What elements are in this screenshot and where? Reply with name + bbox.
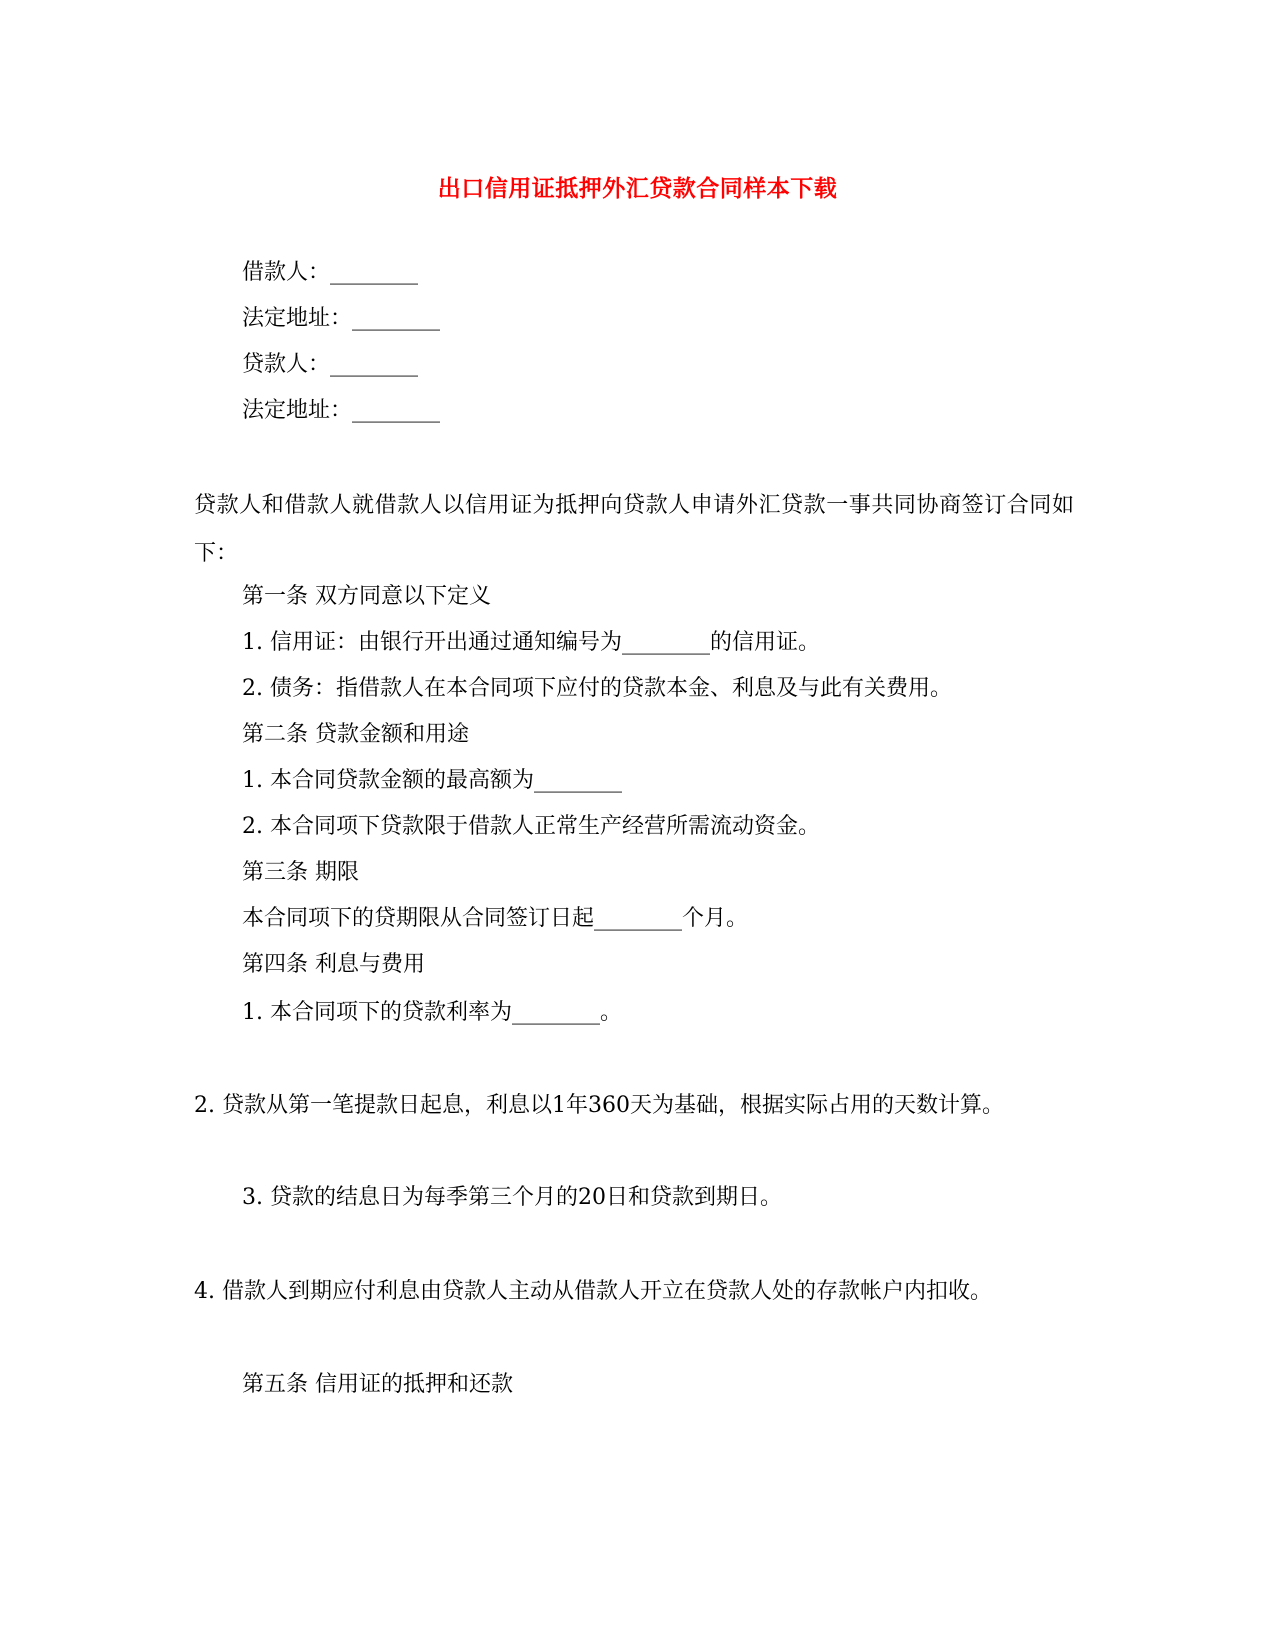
- party-borrower-address: 法定地址：________: [242, 306, 441, 331]
- party-lender-address: 法定地址：________: [242, 398, 441, 423]
- article-3-heading: 第三条 期限: [242, 860, 359, 885]
- article-1-item-1: 1. 信用证：由银行开出通过通知编号为________的信用证。: [242, 630, 820, 655]
- article-5-heading: 第五条 信用证的抵押和还款: [242, 1372, 513, 1397]
- document-title: 出口信用证抵押外汇贷款合同样本下载: [437, 175, 838, 202]
- article-2-item-2: 2. 本合同项下贷款限于借款人正常生产经营所需流动资金。: [242, 814, 820, 839]
- article-1-heading: 第一条 双方同意以下定义: [242, 584, 491, 609]
- article-4-heading: 第四条 利息与费用: [242, 952, 425, 977]
- article-3-text: 本合同项下的贷期限从合同签订日起________个月。: [242, 906, 749, 931]
- article-1-item-2: 2. 债务：指借款人在本合同项下应付的贷款本金、利息及与此有关费用。: [242, 676, 952, 701]
- article-2-heading: 第二条 贷款金额和用途: [242, 722, 469, 747]
- article-4-item-1: 1. 本合同项下的贷款利率为________。: [242, 1000, 622, 1025]
- preamble-paragraph: 贷款人和借款人就借款人以信用证为抵押向贷款人申请外汇贷款一事共同协商签订合同如下：: [194, 493, 1074, 566]
- article-4-item-2: 2. 贷款从第一笔提款日起息，利息以1年360天为基础，根据实际占用的天数计算。: [194, 1093, 1004, 1118]
- article-4-item-3: 3. 贷款的结息日为每季第三个月的20日和贷款到期日。: [242, 1185, 782, 1210]
- article-2-item-1: 1. 本合同贷款金额的最高额为________: [242, 768, 622, 793]
- party-lender: 贷款人：________: [242, 352, 419, 377]
- article-4-item-4: 4. 借款人到期应付利息由贷款人主动从借款人开立在贷款人处的存款帐户内扣收。: [194, 1279, 992, 1304]
- party-borrower: 借款人：________: [242, 260, 419, 285]
